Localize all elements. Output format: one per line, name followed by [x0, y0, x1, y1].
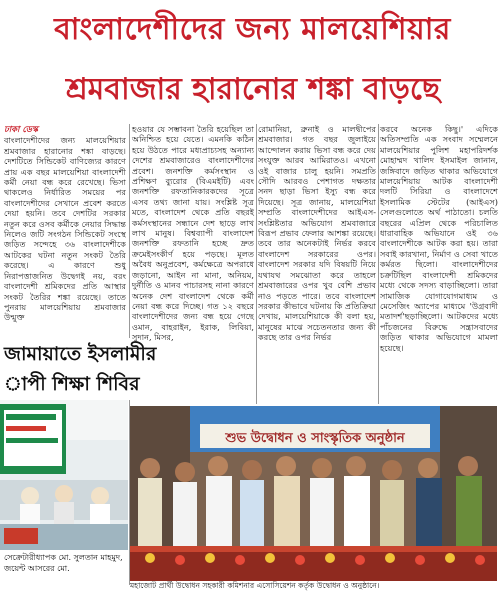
- headline-line-1: বাংলাদেশীদের জন্য মালয়েশিয়ার: [54, 12, 451, 47]
- article-column-4: [380, 124, 498, 429]
- main-photo: [130, 406, 497, 581]
- article-text-3: রোমানিয়া, ব্রুনাই ও মালদ্বীপের শ্রমবাজার। গত বছর জুলাইয়ে আন্দোলন করায় ভিসা বন্ধ করে দেয় সংযুক্ত আরব আমিরাতও। এখনো ওই বাজার চালু হয়নি। সমপ্রতি সৌদি আরবও পেশাগত দক্ষতার সনদ ছাড়া ভিসা ইস্যু বন্ধ করে দিয়েছে। সূত্র জানায়, মালয়েশিয়া সম্প্রতি বাংলাদেশীদের আইএস-সংশ্লিষ্টতার অভিযোগ শ্রমবাজারে বিরূপ প্রভাব ফেলার আশঙ্কা রয়েছে। তবে তার অনেকটাই নির্ভর করবে বাংলাদেশ সরকারের ওপর। বাংলাদেশ সরকার যদি বিষয়টি নিয়ে যথাযথ সমঝোতা করে তাহলে শ্রমবাজারের ওপর খুব বেশি প্রভাব নাও পড়তে পারে। তবে বাংলাদেশ সরকার কীভাবে ঘটনায় কি প্রতিক্রিয়া দেখায়, মালয়েশিয়াকে কী বলা হয়, মানুষের মাঝে সচেতনতার জন্য কী করছে তার ওপর নির্ভর: [258, 124, 376, 343]
- article-text-1: বাংলাদেশীদের জন্য মালয়েশিয়ার শ্রমবাজার হারানোর শঙ্কা বাড়ছে। দেশটিতে সিন্ডিকেট বাণিজ্যের কারণে প্রায় এক বছর মালয়েশিয়া বাংলাদেশী কর্মী নেয়া বন্ধ করে রেখেছে। ভিসা থাকলেও নির্ধারিত সময়ের পর বাংলাদেশীদের সেখানে প্রবেশ করতে দেয়া হয়নি। তবে দেশটির সরকার নতুন করে ওসব কর্মীকে নেয়ার সিদ্ধান্ত নিলেও জটি সংগঠন সিন্ডিকেট সংস্থে জড়িত সন্দেহে ৩৬ বাংলাদেশীকে আটকের ঘটনা নতুন সংকট তৈরি করেছে। এ কারণে শুধু নিরাপত্তাজনিত উদ্বেগই নয়, বরং বাংলাদেশী শ্রমিকদের প্রতি আস্থার সংকট তৈরির শঙ্কা রয়েছে। তাতে পুনরায় মালয়েশিয়ায় শ্রমবাজার উন্মুক্ত: [4, 135, 126, 323]
- secondary-headline-line-2: াপী শিক্ষা শিবির: [4, 373, 140, 395]
- secondary-photo-caption: সেক্রেটারীধ্যাপক মো. সুলতান মাহমুদ, জয়েন্ট আসরের মো.: [4, 553, 123, 573]
- secondary-headline: [0, 338, 157, 398]
- banner-text: শুভ উদ্বোধন ও সাংস্কৃতিক অনুষ্ঠান: [225, 431, 405, 446]
- dateline: ঢাকা ডেস্ক: [4, 124, 38, 134]
- secondary-photo-illustration: [0, 400, 128, 550]
- article-column-1: [4, 124, 126, 338]
- article-text-2: হওয়ার যে সম্ভাবনা তৈরি হয়েছিল তা অনিশ্চিত হয়ে যেতে। এমনকি কঠিন হয়ে উঠতে পারে মধ্যপ্রাচ্যসহ অন্যান্য দেশের শ্রমবাজারেও বাংলাদেশীদের প্রবেশ। জনশক্তি কর্মসংস্থান ও প্রশিক্ষণ ব্যুরোর (বিএমইটি) এবং জনশক্তি রফতানিকারকদের সূত্রে এসব তথ্য জানা যায়। সংশ্লিষ্ট সূত্র মতে, বাংলাদেশ থেকে প্রতি বছরই কর্মসংস্থানের সন্ধানে দেশ ছাড়ে লাখ লাখ মানুষ। বিশ্বব্যাপী বাংলাদেশ জনশক্তি রফতানি হচ্ছে দ্রুত ক্রমেইসংকীর্ণ হয়ে পড়ছে। মূলত অবৈধ অনুপ্রবেশ, কর্মক্ষেত্রে অপরাধে জড়ানো, আইন না মানা, অনিয়ম, দুর্নীতি ও মানব পাচারসহ নানা কারণে অনেক দেশ বাংলাদেশ থেকে কর্মী নেয়া বন্ধ করে দিচ্ছে। গত ১২ বছরে বাংলাদেশীদের জন্য বন্ধ হয়ে গেছে ওমান, বাহরাইন, ইরাক, লিবিয়া, সুদান, মিসর,: [132, 124, 254, 343]
- headline-block: [0, 0, 501, 122]
- main-photo-illustration: [130, 406, 497, 581]
- article-text-4: করবে অনেক কিছু।' এদিকে অতিসম্প্রতি এক সংবাদ সম্মেলনে মালয়েশিয়ার পুলিশ মহাপরিদর্শক মোহাম্মদ খালিদ ইসমাইল জানান, জঙ্গিবাদে জড়িত থাকার অভিযোগে মালয়েশিয়ায় আটক বাংলাদেশী দলটি সিরিয়া ও বাংলাদেশে ইসলামিক স্টেটের (আইএস) সেলগুলোতে অর্থ পাঠাতো। চলতি বছরের এপ্রিল থেকে পরিচালিত ধারাবাহিক অভিযানে ওই ৩৬ বাংলাদেশীকে আটক করা হয়। তারা সবাই কারখানা, নির্মাণ ও সেবা খাতে কর্মরত ছিলো। বাংলাদেশীদের চক্রটিছিল বাংলাদেশী শ্রমিকদের মধ্যে থেকে সদস্য বাড়াচ্ছিলো। তারা সামাজিক যোগাযোগমাধ্যম ও মেসেজিং অ্যাপের মাধ্যমে 'উগ্রবাদী মতাদর্শ'ছড়াচ্ছিলো। আটকদের মধ্যে পাঁচজনের বিরুদ্ধে সন্ত্রাসবাদের জড়িত থাকার অভিযোগে মামলা হয়েছে।: [380, 124, 498, 353]
- main-photo-caption: মহাজোট প্রার্থী উদ্বোধন সহকারী কমিশনার এসোসিয়েশন কর্তৃক উদ্বোধন ও অনুষ্ঠানে।: [130, 581, 380, 590]
- column-divider: [129, 124, 130, 338]
- secondary-photo: [0, 400, 128, 550]
- article-column-2: [132, 124, 254, 429]
- column-divider: [378, 124, 379, 404]
- headline-line-2: শ্রমবাজার হারানোর শঙ্কা বাড়ছে: [65, 72, 441, 107]
- column-divider: [256, 124, 257, 404]
- article-column-3: [258, 124, 376, 429]
- secondary-headline-line-1: জামায়াতে ইসলামীর: [4, 343, 157, 365]
